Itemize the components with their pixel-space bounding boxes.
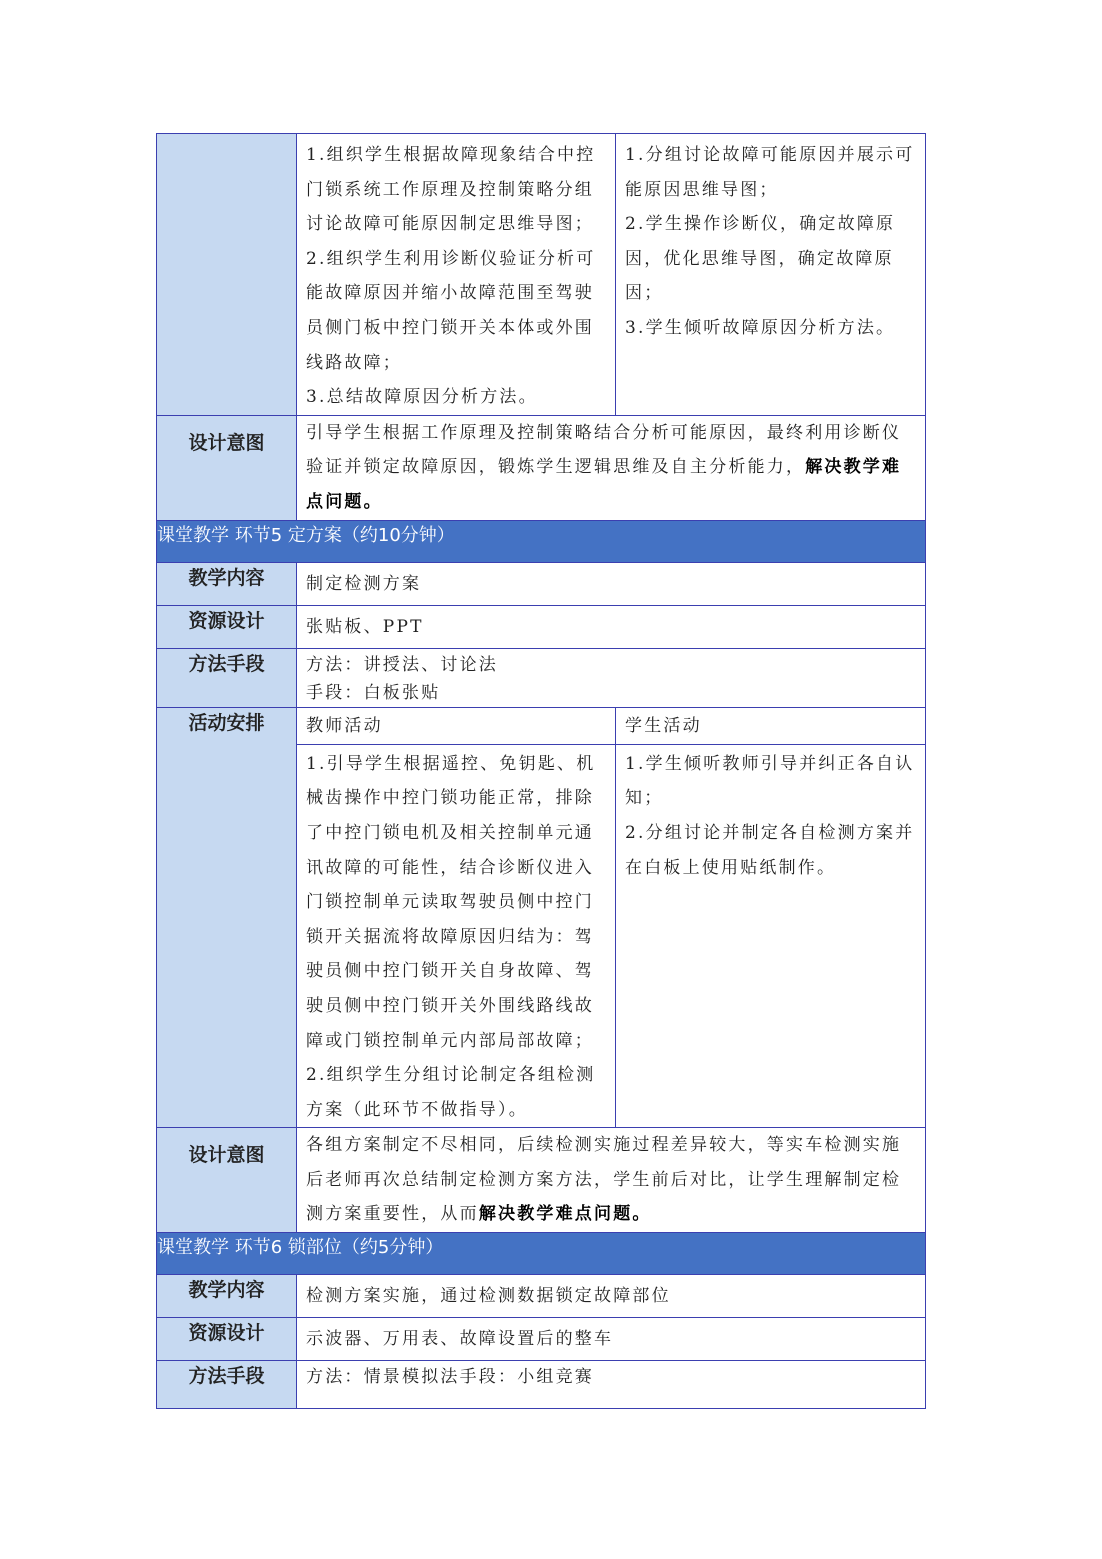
resource-label: 资源设计 — [157, 1318, 297, 1361]
resource-text: 张贴板、PPT — [306, 616, 424, 637]
design-intent-text: 引导学生根据工作原理及控制策略结合分析可能原因，最终利用诊断仪验证并锁定故障原因，锻炼学生逻辑思维及自主分析能力， — [306, 422, 902, 478]
student-activity-item: 1.分组讨论故障可能原因并展示可能原因思维导图； — [625, 145, 915, 200]
section-5-method-row — [157, 648, 926, 707]
student-activity-cell — [616, 134, 926, 416]
design-intent-cell — [297, 1128, 926, 1233]
teacher-activity-item: 2.组织学生利用诊断仪验证分析可能故障原因并缩小故障范围至驾驶员侧门板中控门锁开关本体或外围线路故障； — [306, 248, 596, 373]
section-6-method-row — [157, 1361, 926, 1409]
teacher-header-cell — [297, 707, 616, 744]
method-label: 方法手段 — [157, 1361, 297, 1409]
method-cell — [297, 1361, 926, 1409]
teacher-activity-header: 教师活动 — [306, 715, 383, 736]
teacher-activity-item: 1.组织学生根据故障现象结合中控门锁系统工作原理及控制策略分组讨论故障可能原因制定思维导图； — [306, 145, 596, 235]
section-5-header-row — [157, 520, 926, 562]
activity-continued-row — [157, 134, 926, 416]
teacher-activity-item: 2.组织学生分组讨论制定各组检测方案（此环节不做指导）。 — [306, 1065, 596, 1120]
design-intent-emphasis: 解决教学难点问题。 — [478, 1204, 652, 1225]
resource-cell — [297, 605, 926, 648]
content-text: 检测方案实施，通过检测数据锁定故障部位 — [306, 1286, 671, 1307]
section-6-content-row — [157, 1275, 926, 1318]
lesson-plan-table — [156, 133, 926, 1409]
section-5-resource-row — [157, 605, 926, 648]
design-intent-row — [157, 415, 926, 520]
design-intent-label: 设计意图 — [157, 415, 297, 520]
design-intent-text: 各组方案制定不尽相同，后续检测实施过程差异较大，等实车检测实施后老师再次总结制定检测方案方法，学生前后对比，让学生理解制定检测方案重要性，从而 — [306, 1135, 902, 1225]
section-6-title: 课堂教学 环节6 锁部位（约5分钟） — [157, 1233, 926, 1275]
student-activity-item: 1.学生倾听教师引导并纠正各自认知； — [625, 753, 915, 809]
method-text: 方法：情景模拟法手段：小组竞赛 — [306, 1367, 594, 1388]
activity-label: 活动安排 — [157, 707, 297, 1128]
content-cell — [297, 1275, 926, 1318]
method-cell — [297, 648, 926, 707]
section-5-content-row — [157, 562, 926, 605]
activity-label-cell — [157, 134, 297, 416]
content-label: 教学内容 — [157, 562, 297, 605]
student-header-cell — [616, 707, 926, 744]
content-label: 教学内容 — [157, 1275, 297, 1318]
section-6-resource-row — [157, 1318, 926, 1361]
student-activity-item: 2.学生操作诊断仪，确定故障原因，优化思维导图，确定故障原因； — [625, 214, 896, 304]
teacher-activity-cell — [297, 134, 616, 416]
design-intent-label: 设计意图 — [157, 1128, 297, 1233]
student-activity-item: 3.学生倾听故障原因分析方法。 — [625, 317, 896, 338]
design-intent-cell — [297, 415, 926, 520]
student-activity-header: 学生活动 — [625, 715, 702, 736]
section-5-design-row — [157, 1128, 926, 1233]
method-line: 方法：讲授法、讨论法 — [306, 654, 498, 675]
resource-cell — [297, 1318, 926, 1361]
method-label: 方法手段 — [157, 648, 297, 707]
method-line: 手段：白板张贴 — [306, 682, 441, 703]
resource-label: 资源设计 — [157, 605, 297, 648]
teacher-activity-item: 1.引导学生根据遥控、免钥匙、机械齿操作中控门锁功能正常，排除了中控门锁电机及相关控制单元通讯故障的可能性，结合诊断仪进入门锁控制单元读取驾驶员侧中控门锁开关据流将故障原因归结为：驾驶员侧中控门锁开关自身故障、驾驶员侧中控门锁开关外围线路线故障或门锁控制单元内部局部故障； — [306, 753, 596, 1051]
student-activity-item: 2.分组讨论并制定各自检测方案并在白板上使用贴纸制作。 — [625, 822, 915, 878]
section-5-activity-header-row — [157, 707, 926, 744]
content-text: 制定检测方案 — [306, 573, 422, 594]
section-5-title: 课堂教学 环节5 定方案（约10分钟） — [157, 520, 926, 562]
section-6-header-row — [157, 1233, 926, 1275]
resource-text: 示波器、万用表、故障设置后的整车 — [306, 1329, 614, 1350]
teacher-activity-cell — [297, 744, 616, 1128]
student-activity-cell — [616, 744, 926, 1128]
design-intent-emphasis: 解决教学难点问题。 — [306, 457, 902, 512]
teacher-activity-item: 3.总结故障原因分析方法。 — [306, 387, 538, 408]
content-cell — [297, 562, 926, 605]
